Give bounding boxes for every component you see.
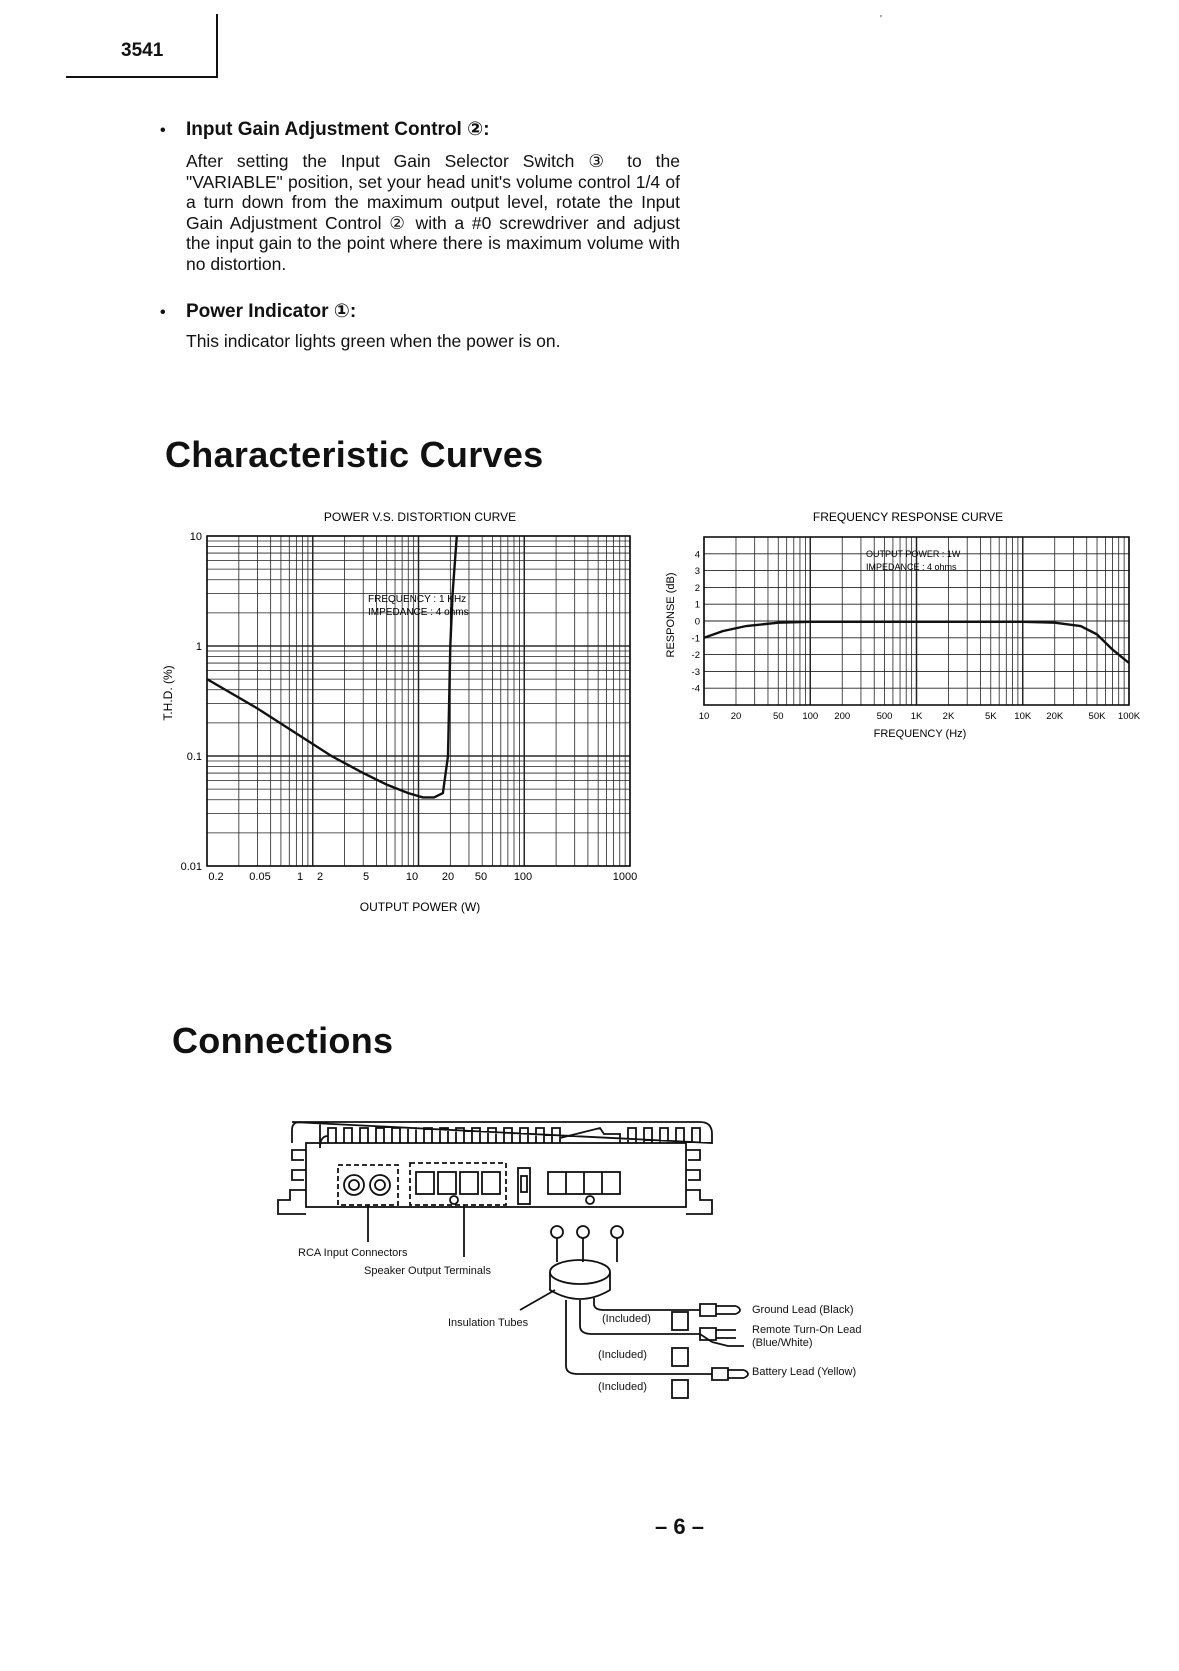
label-tubes: Insulation Tubes: [448, 1317, 529, 1329]
bullet-body: This indicator lights green when the power is on.: [186, 331, 561, 351]
label-ground: Ground Lead (Black): [752, 1304, 854, 1316]
x-tick-label: 10: [405, 871, 419, 883]
x-tick-label: 1000: [612, 871, 638, 883]
chart1-ylabel: T.H.D. (%): [161, 665, 175, 721]
x-tick-label: 5K: [984, 711, 997, 722]
y-tick-label: 0: [694, 616, 700, 628]
bullet-title: Power Indicator ①:: [186, 301, 357, 322]
page-number: – 6 –: [655, 1514, 704, 1539]
x-tick-label: 50: [474, 871, 488, 883]
label-remote-1: Remote Turn-On Lead: [752, 1324, 862, 1336]
stray-mark: ': [880, 14, 882, 25]
connections-title: Connections: [172, 1020, 394, 1061]
amp-body: [306, 1143, 686, 1207]
label-included-3: (Included): [598, 1381, 647, 1393]
label-battery: Battery Lead (Yellow): [752, 1366, 857, 1378]
y-tick-label: 3: [694, 566, 700, 578]
ground-spade-icon: [700, 1304, 740, 1316]
x-tick-label: 200: [834, 711, 851, 722]
x-tick-label: 2: [316, 871, 324, 883]
rca-panel: [338, 1165, 398, 1205]
y-tick-label: -3: [691, 666, 700, 678]
x-tick-label: 50: [772, 711, 784, 722]
fuse-icon: [518, 1168, 530, 1204]
y-tick-label: 1: [694, 599, 700, 611]
x-tick-label: 20: [441, 871, 455, 883]
insulation-tube-icon: [550, 1260, 610, 1284]
y-tick-label: 0.1: [186, 751, 202, 763]
battery-wire: [566, 1300, 712, 1374]
x-tick-label: 0.05: [249, 871, 271, 883]
x-tick-label: 100: [802, 711, 819, 722]
rca-left-connector-icon: [344, 1175, 364, 1195]
bullet-dot-icon: •: [160, 122, 166, 139]
y-tick-label: -1: [691, 633, 700, 645]
y-tick-label: 1: [195, 641, 202, 653]
bullet-dot-icon: •: [160, 304, 166, 321]
chart1-annotation-frequency: FREQUENCY : 1 KHz: [368, 594, 467, 605]
y-tick-label: 2: [694, 582, 700, 594]
x-tick-label: 500: [876, 711, 893, 722]
amp-left-flange: [278, 1150, 306, 1214]
chart1-title: POWER V.S. DISTORTION CURVE: [323, 510, 517, 524]
battery-spade-icon: [712, 1368, 748, 1380]
chart2-annotation-impedance: IMPEDANCE : 4 ohms: [866, 562, 957, 572]
x-tick-label: 50K: [1088, 711, 1106, 722]
x-tick-label: 20: [730, 711, 742, 722]
y-tick-label: -4: [691, 683, 700, 695]
x-tick-label: 2K: [942, 711, 955, 722]
chart2-title: FREQUENCY RESPONSE CURVE: [812, 510, 1004, 524]
ring-terminal-icon: [551, 1226, 563, 1238]
chart2-xlabel: FREQUENCY (Hz): [873, 728, 967, 740]
curves-title: Characteristic Curves: [165, 434, 544, 475]
x-tick-label: 10: [698, 711, 710, 722]
x-tick-label: 10K: [1014, 711, 1032, 722]
y-tick-label: 4: [694, 549, 700, 561]
chart2-annotation-power: OUTPUT POWER : 1W: [866, 549, 961, 559]
y-tick-label: 10: [189, 531, 202, 543]
x-tick-label: 5: [362, 871, 370, 883]
label-remote-2: (Blue/White): [752, 1337, 813, 1349]
amp-right-flange: [686, 1150, 712, 1214]
chart1-annotation-impedance: IMPEDANCE : 4 ohms: [368, 607, 469, 618]
model-number: 3541: [121, 40, 164, 61]
ground-wire: [594, 1298, 700, 1310]
label-speaker: Speaker Output Terminals: [364, 1265, 491, 1277]
x-tick-label: 100K: [1117, 711, 1141, 722]
label-included-2: (Included): [598, 1349, 647, 1361]
y-tick-label: -2: [691, 650, 700, 662]
label-included-1: (Included): [602, 1313, 651, 1325]
rca-right-connector-icon: [370, 1175, 390, 1195]
x-tick-label: 1K: [910, 711, 923, 722]
label-rca: RCA Input Connectors: [298, 1247, 408, 1259]
amp-heatsink-icon: [292, 1122, 712, 1148]
chart2-ylabel: RESPONSE (dB): [665, 572, 677, 658]
x-tick-label: 0.2: [208, 871, 224, 883]
x-tick-label: 20K: [1046, 711, 1064, 722]
x-tick-label: 1: [296, 871, 304, 883]
bullet-title: Input Gain Adjustment Control ②:: [186, 119, 490, 140]
y-tick-label: 0.01: [180, 861, 202, 873]
chart1-xlabel: OUTPUT POWER (W): [359, 900, 481, 914]
bullet-body: After setting the Input Gain Selector Switch ③ to the "VARIABLE" position, set your head unit's volume control 1/4 of a turn down from the maximum output level, rotate the Input Gain Adjustment Control ② with a #0 screwdriver and adjust the input gain to the point where there is maximum volume with no distortion.: [186, 151, 680, 274]
x-tick-label: 100: [513, 871, 533, 883]
remote-spade-icon: [700, 1328, 744, 1346]
